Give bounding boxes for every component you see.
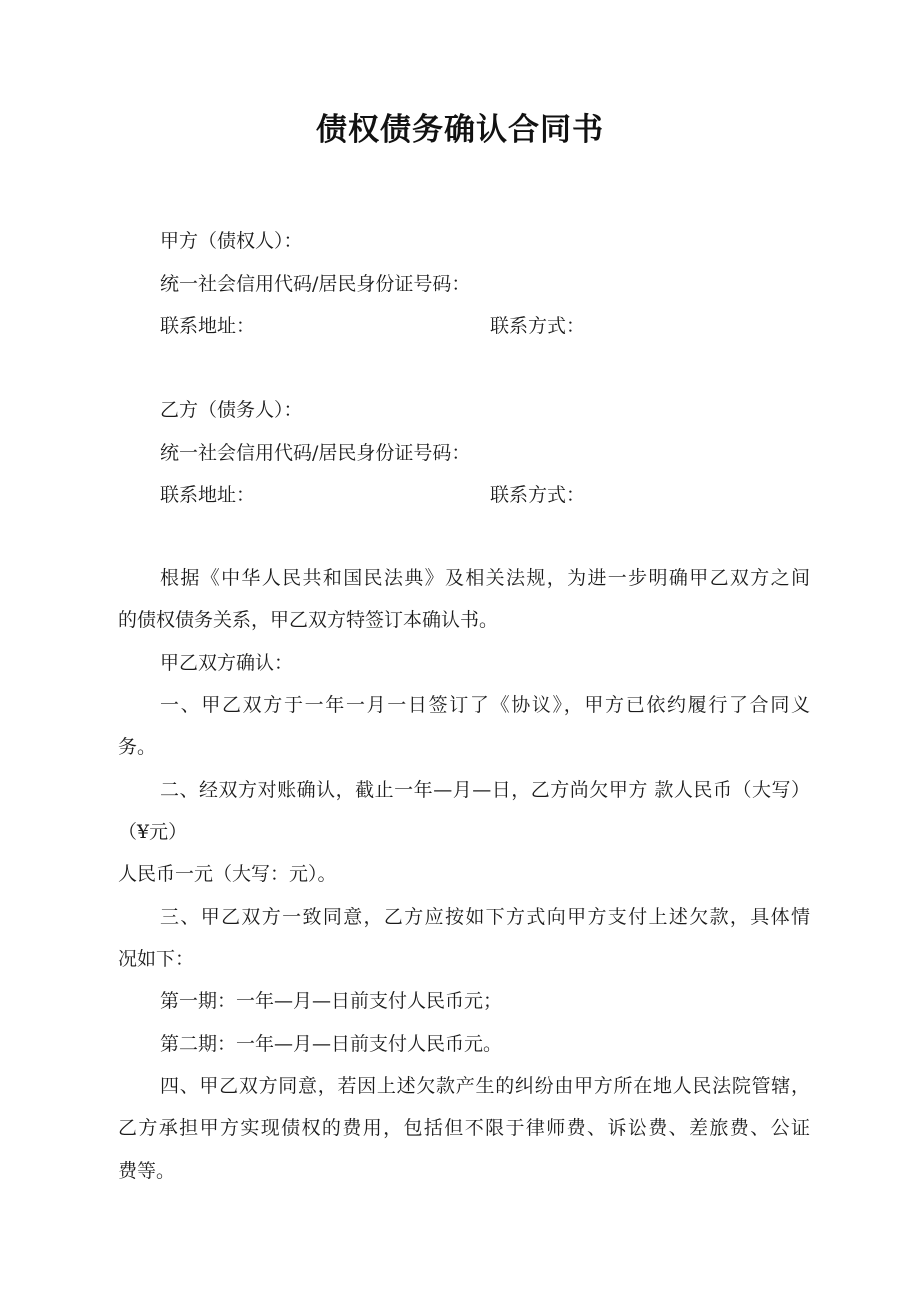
party-b-heading: 乙方（债务人）： <box>160 399 303 421</box>
party-b-contact-label: 联系方式： <box>490 484 586 506</box>
confirm-heading: 甲乙双方确认： <box>160 652 294 674</box>
party-b-address-label: 联系地址： <box>160 484 256 506</box>
document-title: 债权债务确认合同书 <box>316 112 604 148</box>
clause-3-phase-2: 第二期：一年—月—日前支付人民币元。 <box>160 1033 503 1055</box>
party-a-contact-label: 联系方式： <box>490 315 586 337</box>
clause-1-line-2: 务。 <box>118 736 157 758</box>
party-b-id-label: 统一社会信用代码/居民身份证号码： <box>160 442 471 464</box>
clause-3-line-1: 三、甲乙双方一致同意，乙方应按如下方式向甲方支付上述欠款，具体情 <box>160 906 810 928</box>
clause-4-line-3: 费等。 <box>118 1160 176 1182</box>
clause-2-line-2: （¥元） <box>118 821 188 843</box>
clause-3-phase-1: 第一期：一年—月—日前支付人民币元； <box>160 990 503 1012</box>
party-a-id-label: 统一社会信用代码/居民身份证号码： <box>160 273 471 295</box>
party-a-address-label: 联系地址： <box>160 315 256 337</box>
preamble-line-1: 根据《中华人民共和国民法典》及相关法规，为进一步明确甲乙双方之间 <box>160 567 810 589</box>
clause-4-line-1: 四、甲乙双方同意，若因上述欠款产生的纠纷由甲方所在地人民法院管辖， <box>160 1075 810 1097</box>
clause-2-line-1: 二、经双方对账确认，截止一年—月—日，乙方尚欠甲方 款人民币（大写） <box>160 779 810 801</box>
party-a-heading: 甲方（债权人）： <box>160 230 303 252</box>
clause-3-line-2: 况如下： <box>118 948 195 970</box>
preamble-line-2: 的债权债务关系，甲乙双方特签订本确认书。 <box>118 609 499 631</box>
clause-1-line-1: 一、甲乙双方于一年一月一日签订了《协议》，甲方已依约履行了合同义 <box>160 694 810 716</box>
clause-2-line-3: 人民币一元（大写：元）。 <box>118 863 337 885</box>
clause-4-line-2: 乙方承担甲方实现债权的费用，包括但不限于律师费、诉讼费、差旅费、公证 <box>118 1117 810 1139</box>
